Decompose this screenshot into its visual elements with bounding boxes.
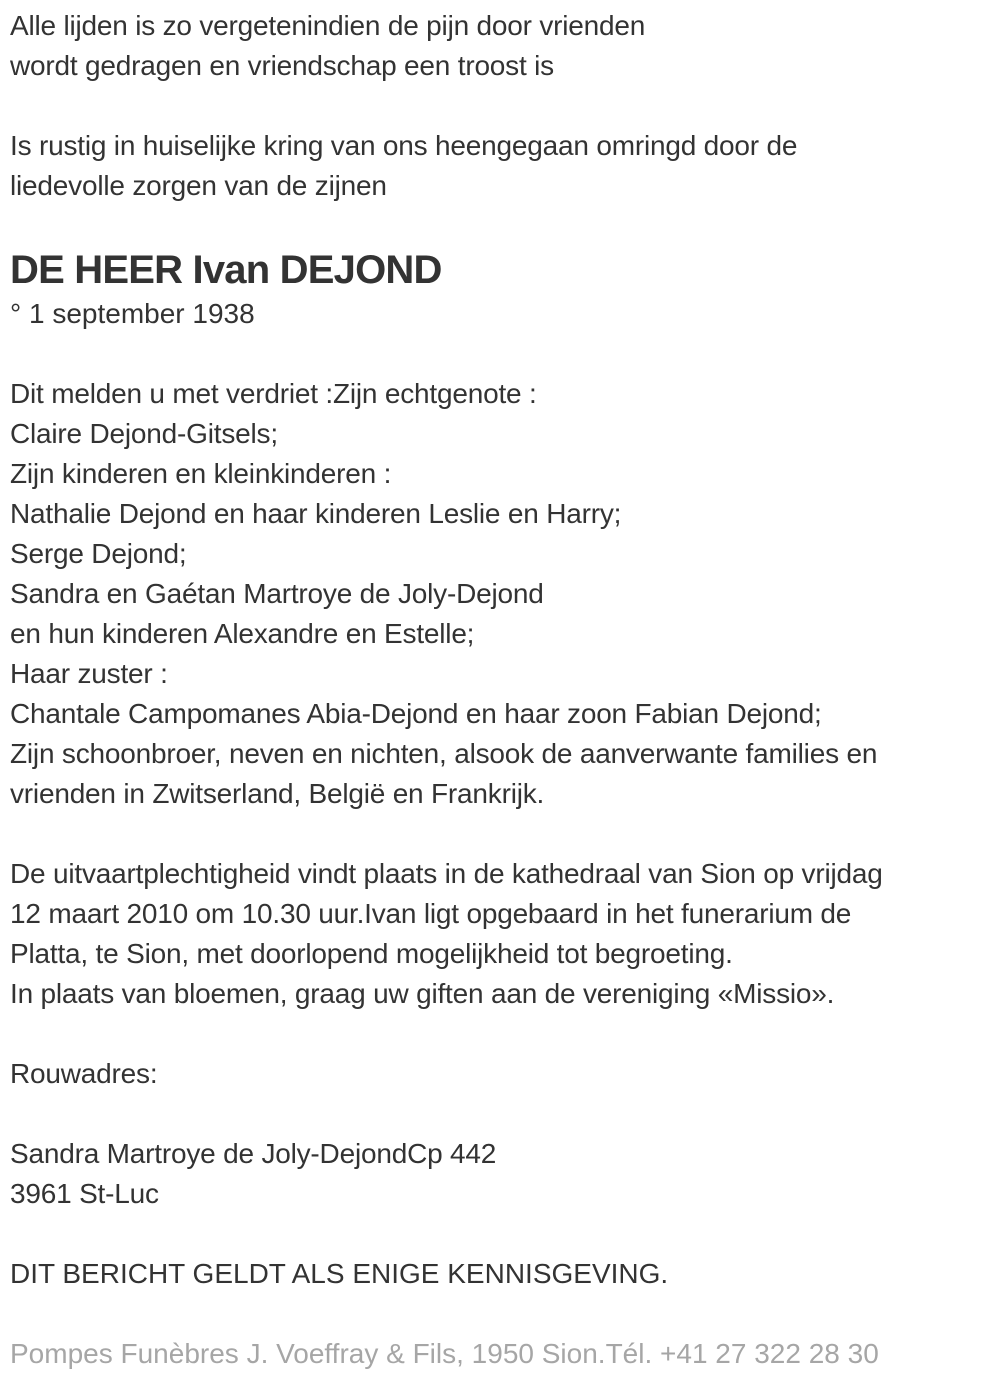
family-line: Chantale Campomanes Abia-Dejond en haar zoon Fabian Dejond; bbox=[10, 698, 822, 729]
announcement-line: Is rustig in huiselijke kring van ons heengegaan omringd door de bbox=[10, 130, 798, 161]
epigraph-line: Alle lijden is zo vergetenindien de pijn door vrienden bbox=[10, 10, 646, 41]
family-line: Dit melden u met verdriet :Zijn echtgenote : bbox=[10, 378, 537, 409]
deceased-name-heading: DE HEER Ivan DEJOND bbox=[10, 248, 442, 292]
closing-statement: DIT BERICHT GELDT ALS ENIGE KENNISGEVING. bbox=[10, 1258, 669, 1289]
ceremony-line: In plaats van bloemen, graag uw giften aan de vereniging «Missio». bbox=[10, 978, 835, 1009]
mourning-address bbox=[10, 1134, 990, 1214]
family-line: en hun kinderen Alexandre en Estelle; bbox=[10, 618, 475, 649]
epigraph-line: wordt gedragen en vriendschap een troost is bbox=[10, 50, 554, 81]
family-line: Serge Dejond; bbox=[10, 538, 187, 569]
family-line: Sandra en Gaétan Martroye de Joly-Dejond bbox=[10, 578, 544, 609]
announcement-line: liedevolle zorgen van de zijnen bbox=[10, 170, 387, 201]
family-line: Nathalie Dejond en haar kinderen Leslie en Harry; bbox=[10, 498, 622, 529]
family-line: Claire Dejond-Gitsels; bbox=[10, 418, 278, 449]
funeral-home-credit: Pompes Funèbres J. Voeffray & Fils, 1950 Sion.Tél. +41 27 322 28 30 bbox=[10, 1338, 879, 1369]
ceremony-line: De uitvaartplechtigheid vindt plaats in de kathedraal van Sion op vrijdag bbox=[10, 858, 883, 889]
family-list bbox=[10, 374, 990, 814]
family-line: Zijn kinderen en kleinkinderen : bbox=[10, 458, 392, 489]
family-line: Haar zuster : bbox=[10, 658, 168, 689]
ceremony-details bbox=[10, 854, 990, 1014]
mourning-address-line: 3961 St-Luc bbox=[10, 1178, 159, 1209]
mourning-address-line: Sandra Martroye de Joly-DejondCp 442 bbox=[10, 1138, 497, 1169]
birth-date: ° 1 september 1938 bbox=[10, 298, 255, 329]
family-line: vrienden in Zwitserland, België en Frankrijk. bbox=[10, 778, 545, 809]
family-line: Zijn schoonbroer, neven en nichten, alsook de aanverwante families en bbox=[10, 738, 878, 769]
epigraph bbox=[10, 6, 990, 86]
ceremony-line: 12 maart 2010 om 10.30 uur.Ivan ligt opgebaard in het funerarium de bbox=[10, 898, 852, 929]
ceremony-line: Platta, te Sion, met doorlopend mogelijkheid tot begroeting. bbox=[10, 938, 733, 969]
death-announcement bbox=[10, 126, 990, 206]
mourning-address-label: Rouwadres: bbox=[10, 1058, 158, 1089]
